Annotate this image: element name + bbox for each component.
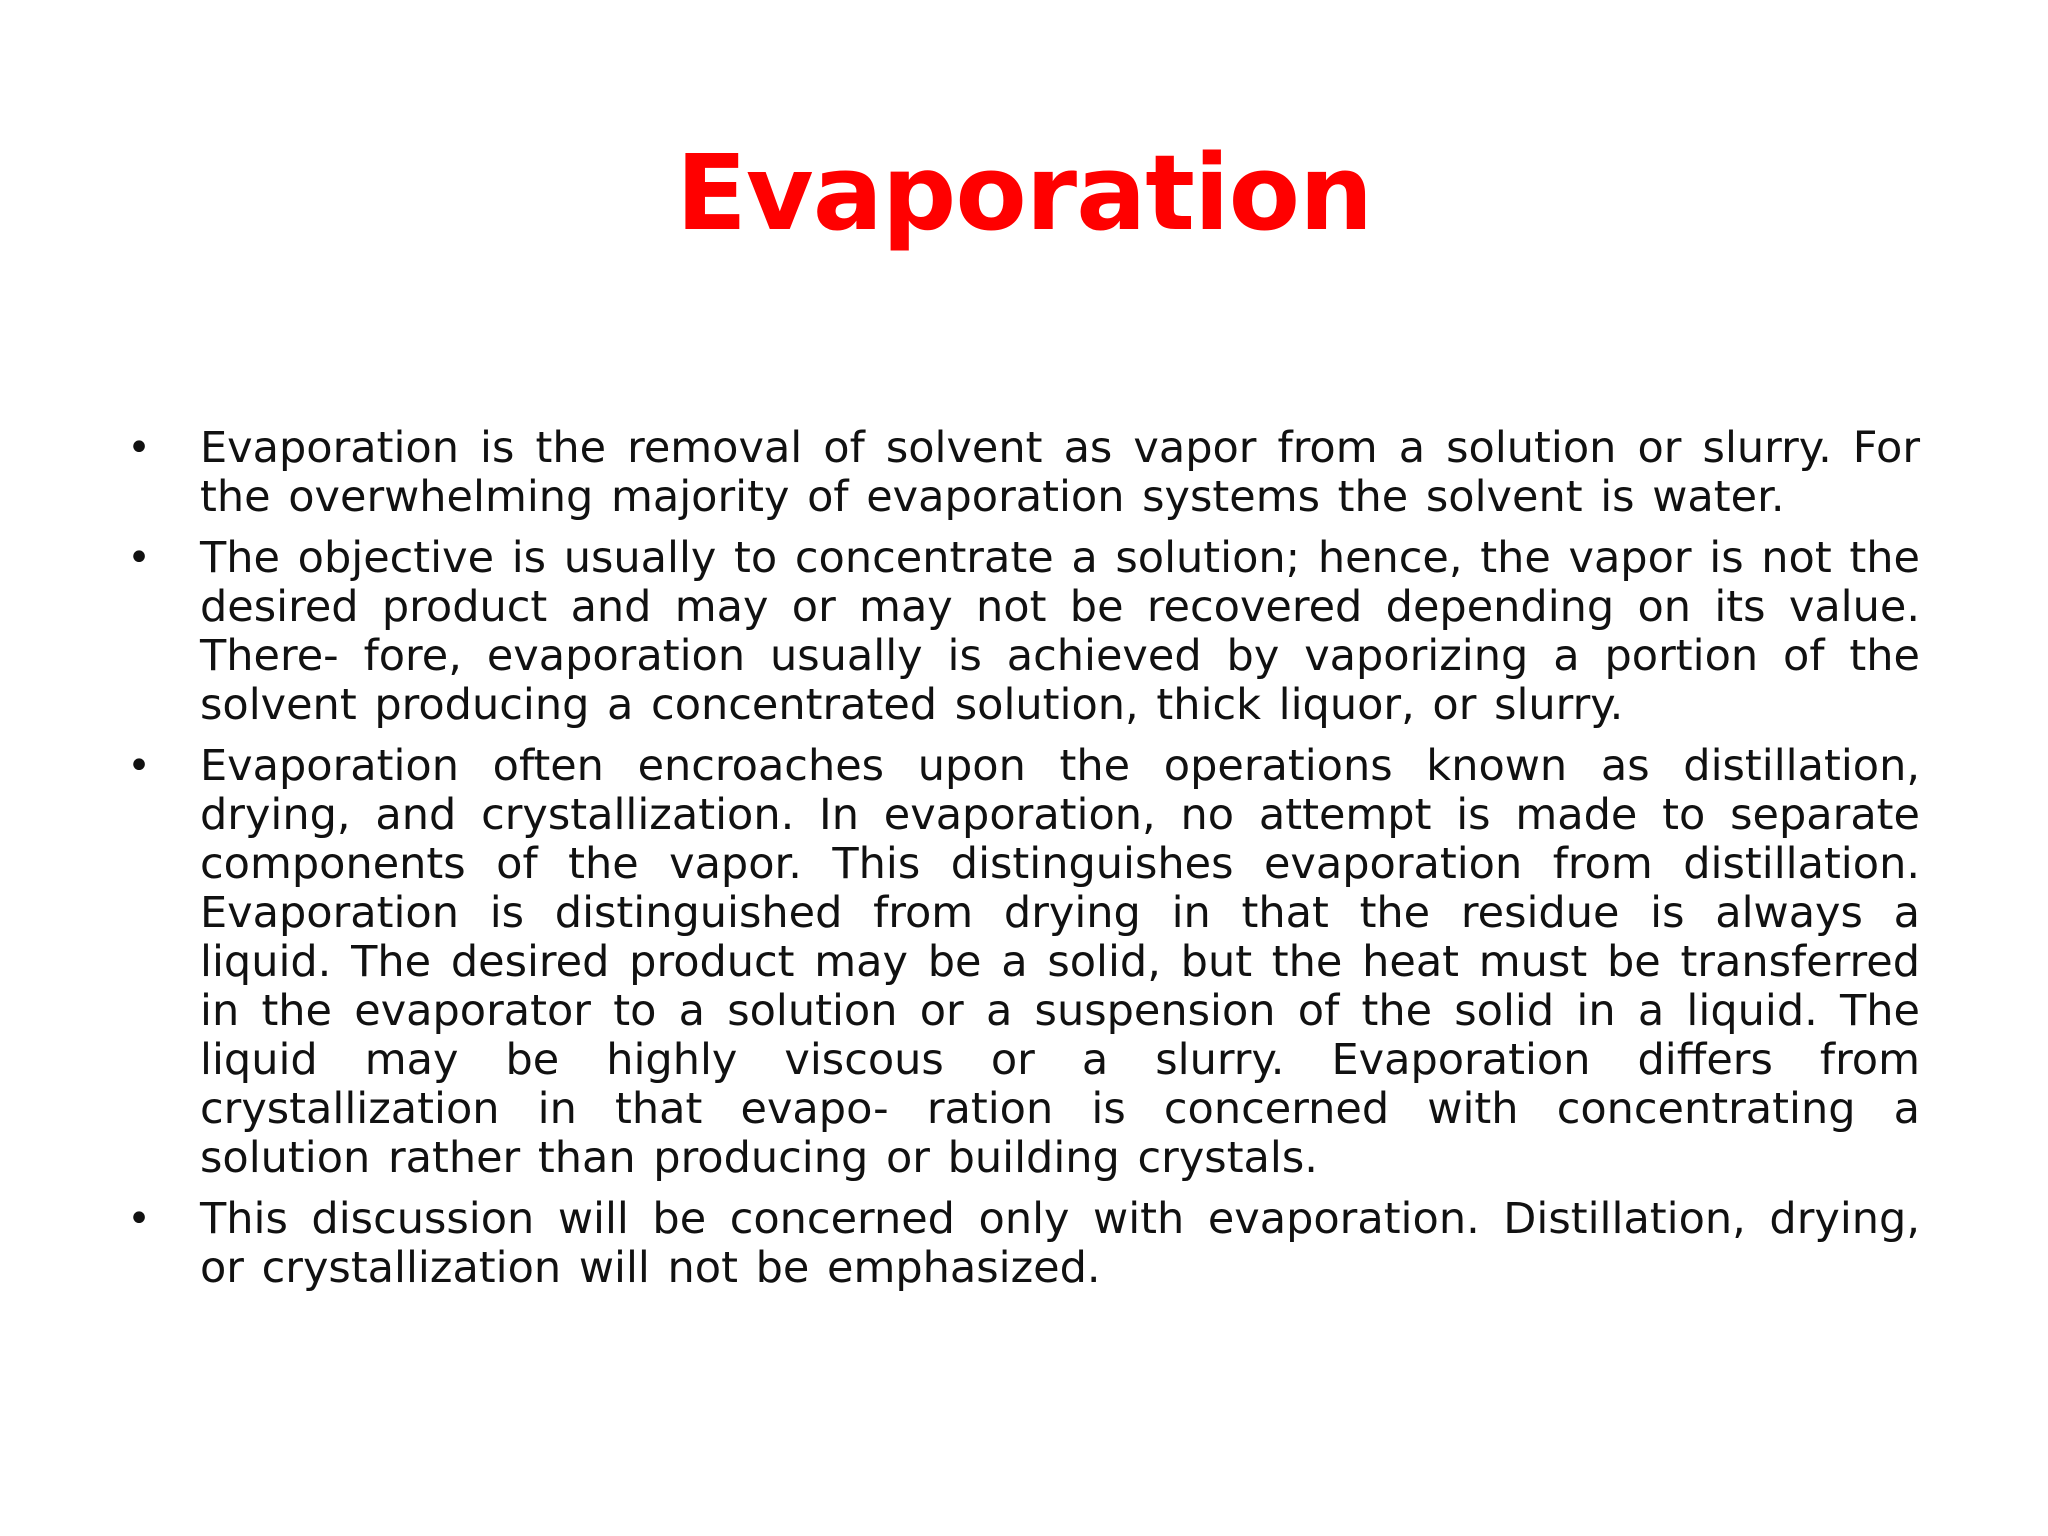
bullet-text: The objective is usually to concentrate a solution; hence, the vapor is not the desired product and may or may not be recovered depending on its value. There- fore, evaporation usually is achieved by vaporizing a portion of the solvent producing a concentrated solution, thick liquor, or slurry. (200, 533, 1920, 730)
bullet-item (120, 534, 1920, 730)
bullet-item (120, 1195, 1920, 1293)
bullet-text: This discussion will be concerned only with evaporation. Distillation, drying, or crystallization will not be emphasized. (200, 1194, 1920, 1293)
bullet-item (120, 424, 1920, 522)
bullet-item (120, 742, 1920, 1183)
bullet-dot-icon: • (127, 535, 151, 581)
bullet-dot-icon: • (127, 425, 151, 471)
bullet-text: Evaporation is the removal of solvent as vapor from a solution or slurry. For the overwhelming majority of evaporation systems the solvent is water. (200, 423, 1920, 522)
slide-title: Evaporation (675, 132, 1373, 254)
bullet-text: Evaporation often encroaches upon the operations known as distillation, drying, and crystallization. In evaporation, no attempt is made to separate components of the vapor. This distinguishes evaporation from distillation. Evaporation is distinguished from drying in that the residue is always a liquid. The desired product may be a solid, but the heat must be transferred in the evaporator to a solution or a suspension of the solid in a liquid. The liquid may be highly viscous or a slurry. Evaporation differs from crystallization in that evapo- ration is concerned with concentrating a solution rather than producing or building crystals. (200, 741, 1920, 1183)
bullet-dot-icon: • (127, 1196, 151, 1242)
bullet-list (120, 424, 1920, 1305)
bullet-dot-icon: • (127, 743, 151, 789)
